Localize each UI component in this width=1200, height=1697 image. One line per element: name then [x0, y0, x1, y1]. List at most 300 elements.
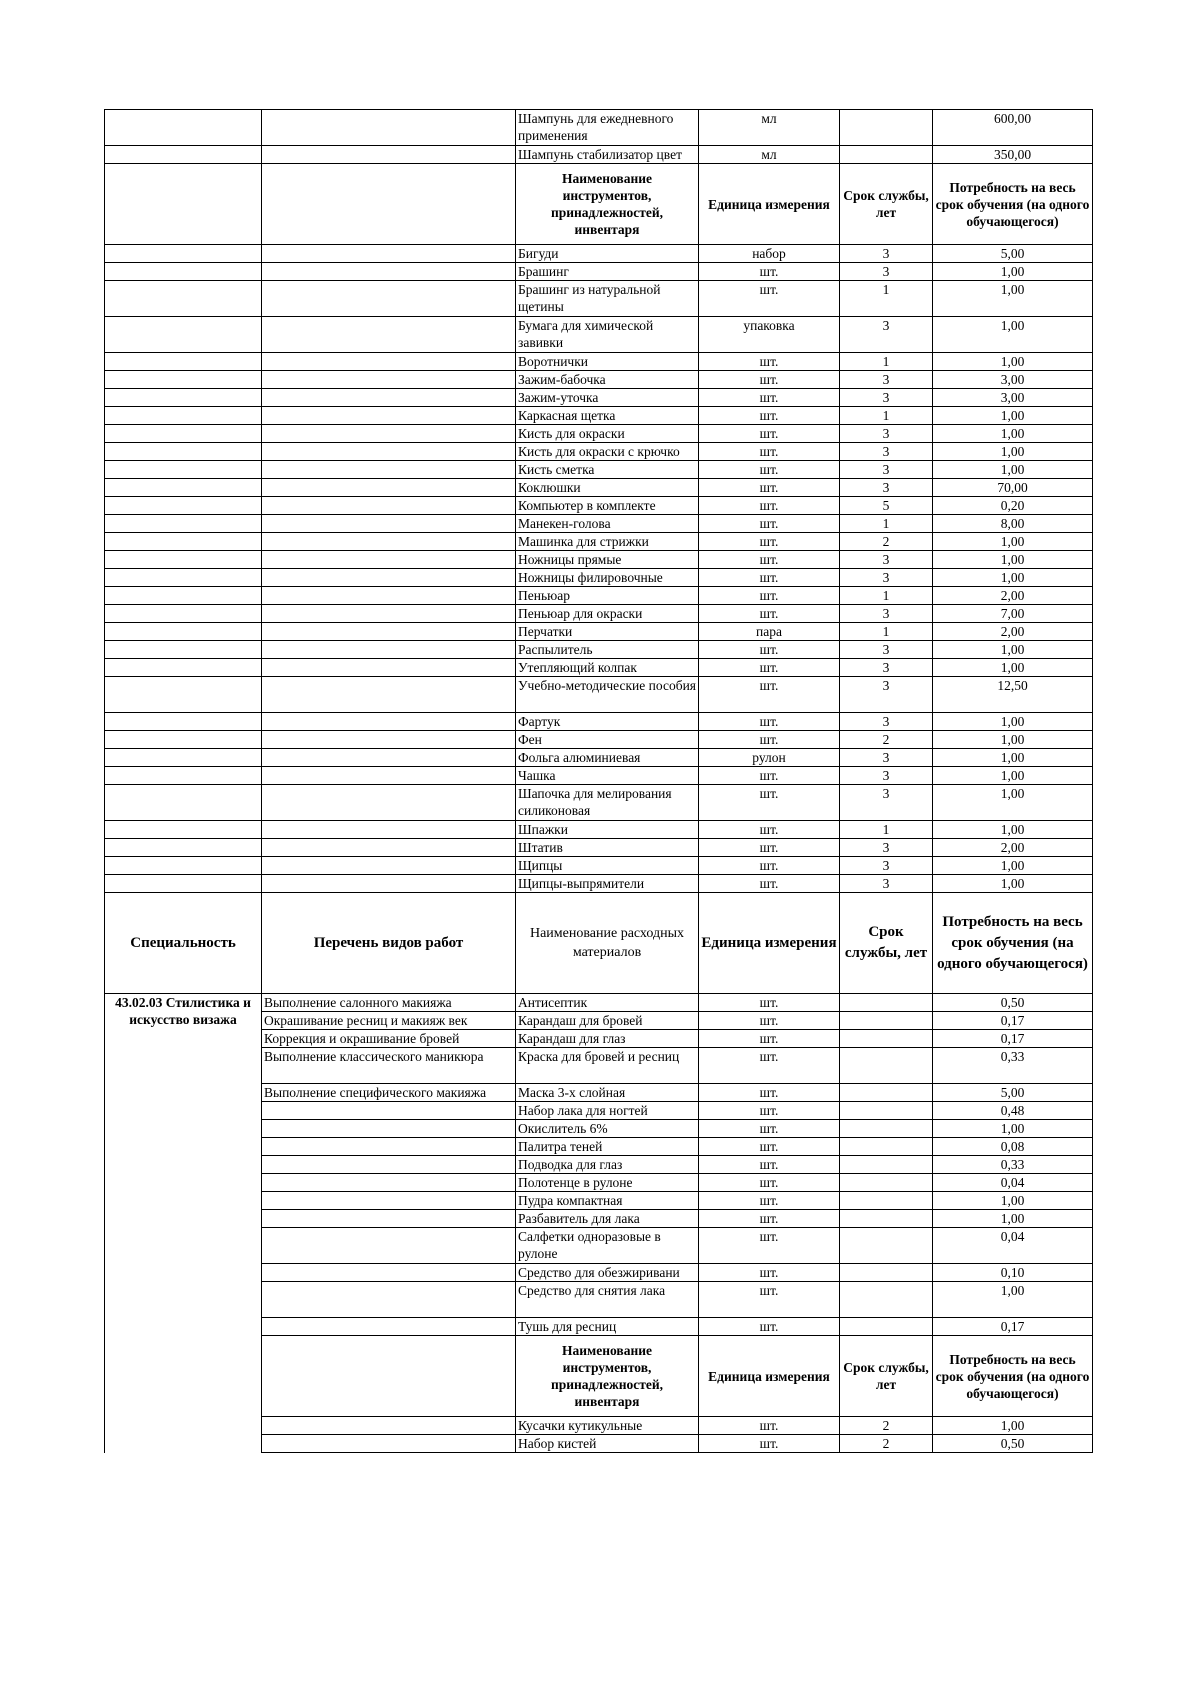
work-type-cell — [262, 281, 516, 317]
need-cell: 1,00 — [933, 641, 1093, 659]
specialty-cell — [105, 497, 262, 515]
need-cell: 3,00 — [933, 371, 1093, 389]
work-type-cell — [262, 317, 516, 353]
table-row — [105, 146, 1093, 164]
service-life-cell — [840, 994, 933, 1012]
work-type-cell — [262, 461, 516, 479]
service-life-cell: 3 — [840, 389, 933, 407]
header-need: Потребность на весь срок обучения (на одного обучающегося) — [933, 893, 1093, 994]
specialty-cell — [105, 875, 262, 893]
item-name-cell: Бумага для химической завивки — [516, 317, 699, 353]
work-type-cell: Выполнение специфического макияжа — [262, 1084, 516, 1102]
unit-cell: шт. — [699, 1138, 840, 1156]
work-type-cell — [262, 245, 516, 263]
unit-cell: шт. — [699, 1120, 840, 1138]
work-type-cell — [262, 389, 516, 407]
specialty-cell — [105, 263, 262, 281]
specialty-name: 43.02.03 Стилистика и искусство визажа — [105, 994, 262, 1453]
item-name-cell: Щипцы-выпрямители — [516, 875, 699, 893]
service-life-cell: 3 — [840, 479, 933, 497]
work-type-cell — [262, 110, 516, 146]
work-type-cell — [262, 605, 516, 623]
work-type-cell: Коррекция и окрашивание бровей — [262, 1030, 516, 1048]
specialty-cell — [105, 353, 262, 371]
need-cell: 0,17 — [933, 1012, 1093, 1030]
service-life-cell: 1 — [840, 821, 933, 839]
need-cell: 0,04 — [933, 1174, 1093, 1192]
item-name-cell: Коклюшки — [516, 479, 699, 497]
specialty-cell — [105, 371, 262, 389]
work-type-cell — [262, 1417, 516, 1435]
service-life-cell — [840, 110, 933, 146]
service-life-cell: 3 — [840, 641, 933, 659]
need-cell: 1,00 — [933, 713, 1093, 731]
need-cell: 0,48 — [933, 1102, 1093, 1120]
specialty-cell — [105, 551, 262, 569]
work-type-cell — [262, 659, 516, 677]
table-row — [105, 497, 1093, 515]
service-life-cell: 5 — [840, 497, 933, 515]
specialty-cell — [105, 569, 262, 587]
service-life-cell: 3 — [840, 245, 933, 263]
item-name-cell: Фольга алюминиевая — [516, 749, 699, 767]
need-cell: 1,00 — [933, 407, 1093, 425]
table-row — [105, 839, 1093, 857]
unit-cell: шт. — [699, 1282, 840, 1318]
service-life-cell — [840, 1174, 933, 1192]
service-life-cell: 3 — [840, 767, 933, 785]
specialty-cell — [105, 317, 262, 353]
tools-header-row — [105, 164, 1093, 245]
work-type-cell — [262, 641, 516, 659]
service-life-cell — [840, 1192, 933, 1210]
specialty-cell — [105, 731, 262, 749]
specialty-cell — [105, 407, 262, 425]
item-name-cell: Шампунь стабилизатор цвет — [516, 146, 699, 164]
service-life-cell — [840, 1012, 933, 1030]
unit-cell: шт. — [699, 994, 840, 1012]
specialty-cell — [105, 605, 262, 623]
work-type-cell — [262, 353, 516, 371]
need-cell: 1,00 — [933, 821, 1093, 839]
need-cell: 1,00 — [933, 767, 1093, 785]
unit-cell: шт. — [699, 497, 840, 515]
unit-cell: шт. — [699, 1417, 840, 1435]
header-need: Потребность на весь срок обучения (на одного обучающегося) — [933, 1336, 1093, 1417]
need-cell: 350,00 — [933, 146, 1093, 164]
unit-cell: шт. — [699, 443, 840, 461]
work-type-cell — [262, 497, 516, 515]
need-cell: 0,50 — [933, 1435, 1093, 1453]
table-row — [105, 677, 1093, 713]
need-cell: 1,00 — [933, 731, 1093, 749]
work-type-cell — [262, 407, 516, 425]
item-name-cell: Окислитель 6% — [516, 1120, 699, 1138]
item-name-cell: Брашинг из натуральной щетины — [516, 281, 699, 317]
work-type-cell — [262, 731, 516, 749]
unit-cell: шт. — [699, 839, 840, 857]
table-row — [105, 659, 1093, 677]
work-type-cell — [262, 785, 516, 821]
service-life-cell: 3 — [840, 605, 933, 623]
work-type-cell — [262, 1318, 516, 1336]
table-row — [105, 785, 1093, 821]
item-name-cell: Краска для бровей и ресниц — [516, 1048, 699, 1084]
need-cell: 600,00 — [933, 110, 1093, 146]
work-type-cell — [262, 1210, 516, 1228]
need-cell: 1,00 — [933, 749, 1093, 767]
work-type-cell — [262, 749, 516, 767]
specialty-cell — [105, 857, 262, 875]
service-life-cell — [840, 146, 933, 164]
table-row — [105, 479, 1093, 497]
unit-cell: шт. — [699, 731, 840, 749]
table-body — [105, 110, 1093, 1453]
service-life-cell: 3 — [840, 875, 933, 893]
work-type-cell — [262, 263, 516, 281]
unit-cell: шт. — [699, 875, 840, 893]
need-cell: 0,17 — [933, 1030, 1093, 1048]
unit-cell: шт. — [699, 587, 840, 605]
need-cell: 7,00 — [933, 605, 1093, 623]
specialty-cell — [105, 515, 262, 533]
unit-cell: шт. — [699, 551, 840, 569]
service-life-cell: 3 — [840, 785, 933, 821]
unit-cell: шт. — [699, 1012, 840, 1030]
unit-cell: рулон — [699, 749, 840, 767]
specialty-cell — [105, 389, 262, 407]
need-cell: 1,00 — [933, 443, 1093, 461]
service-life-cell — [840, 1048, 933, 1084]
item-name-cell: Палитра теней — [516, 1138, 699, 1156]
work-type-cell — [262, 515, 516, 533]
service-life-cell: 1 — [840, 281, 933, 317]
work-type-cell — [262, 821, 516, 839]
table-row — [105, 245, 1093, 263]
work-type-cell — [262, 533, 516, 551]
main-header-row — [105, 893, 1093, 994]
service-life-cell: 3 — [840, 839, 933, 857]
need-cell: 1,00 — [933, 1282, 1093, 1318]
work-type-cell — [262, 1156, 516, 1174]
need-cell: 2,00 — [933, 839, 1093, 857]
work-type-cell — [262, 587, 516, 605]
item-name-cell: Антисептик — [516, 994, 699, 1012]
unit-cell: шт. — [699, 1084, 840, 1102]
unit-cell: шт. — [699, 407, 840, 425]
specialty-cell — [105, 110, 262, 146]
item-name-cell: Салфетки одноразовые в рулоне — [516, 1228, 699, 1264]
item-name-cell: Зажим-уточка — [516, 389, 699, 407]
unit-cell: упаковка — [699, 317, 840, 353]
work-type-cell — [262, 1228, 516, 1264]
service-life-cell — [840, 1102, 933, 1120]
unit-cell: шт. — [699, 1174, 840, 1192]
need-cell: 0,04 — [933, 1228, 1093, 1264]
item-name-cell: Полотенце в рулоне — [516, 1174, 699, 1192]
service-life-cell: 1 — [840, 407, 933, 425]
specialty-cell — [105, 479, 262, 497]
item-name-cell: Кусачки кутикульные — [516, 1417, 699, 1435]
need-cell: 1,00 — [933, 1210, 1093, 1228]
unit-cell: набор — [699, 245, 840, 263]
unit-cell: шт. — [699, 1228, 840, 1264]
work-type-cell — [262, 1336, 516, 1417]
item-name-cell: Пеньюар — [516, 587, 699, 605]
service-life-cell: 1 — [840, 623, 933, 641]
header-service-life: Срок службы, лет — [840, 893, 933, 994]
specialty-cell — [105, 443, 262, 461]
item-name-cell: Карандаш для глаз — [516, 1030, 699, 1048]
service-life-cell: 3 — [840, 263, 933, 281]
specialty-cell — [105, 281, 262, 317]
specialty-cell — [105, 146, 262, 164]
unit-cell: шт. — [699, 641, 840, 659]
need-cell: 1,00 — [933, 1417, 1093, 1435]
unit-cell: шт. — [699, 1030, 840, 1048]
service-life-cell: 3 — [840, 749, 933, 767]
service-life-cell — [840, 1138, 933, 1156]
header-unit: Единица измерения — [699, 1336, 840, 1417]
need-cell: 1,00 — [933, 659, 1093, 677]
item-name-cell: Маска 3-х слойная — [516, 1084, 699, 1102]
unit-cell: шт. — [699, 713, 840, 731]
header-unit: Единица измерения — [699, 893, 840, 994]
table-row — [105, 623, 1093, 641]
specialty-cell — [105, 677, 262, 713]
work-type-cell — [262, 1282, 516, 1318]
item-name-cell: Чашка — [516, 767, 699, 785]
table-row — [105, 110, 1093, 146]
item-name-cell: Шпажки — [516, 821, 699, 839]
table-row — [105, 731, 1093, 749]
work-type-cell — [262, 1192, 516, 1210]
unit-cell: шт. — [699, 1264, 840, 1282]
need-cell: 0,17 — [933, 1318, 1093, 1336]
item-name-cell: Щипцы — [516, 857, 699, 875]
item-name-cell: Пудра компактная — [516, 1192, 699, 1210]
work-type-cell — [262, 164, 516, 245]
need-cell: 8,00 — [933, 515, 1093, 533]
need-cell: 1,00 — [933, 875, 1093, 893]
table-row — [105, 371, 1093, 389]
need-cell: 1,00 — [933, 1120, 1093, 1138]
item-name-cell: Утепляющий колпак — [516, 659, 699, 677]
work-type-cell — [262, 1102, 516, 1120]
table-row — [105, 515, 1093, 533]
table-row — [105, 317, 1093, 353]
item-name-cell: Компьютер в комплекте — [516, 497, 699, 515]
header-item-name: Наименование инструментов, принадлежностей, инвентаря — [516, 1336, 699, 1417]
item-name-cell: Учебно-методические пособия — [516, 677, 699, 713]
service-life-cell — [840, 1084, 933, 1102]
need-cell: 70,00 — [933, 479, 1093, 497]
specialty-cell — [105, 641, 262, 659]
service-life-cell: 2 — [840, 1435, 933, 1453]
table-row — [105, 857, 1093, 875]
need-cell: 1,00 — [933, 317, 1093, 353]
need-cell: 12,50 — [933, 677, 1093, 713]
need-cell: 1,00 — [933, 533, 1093, 551]
work-type-cell — [262, 551, 516, 569]
item-name-cell: Шапочка для мелирования силиконовая — [516, 785, 699, 821]
service-life-cell — [840, 1228, 933, 1264]
service-life-cell — [840, 1318, 933, 1336]
specialty-cell — [105, 839, 262, 857]
service-life-cell — [840, 1210, 933, 1228]
unit-cell: шт. — [699, 389, 840, 407]
work-type-cell — [262, 146, 516, 164]
table-row — [105, 407, 1093, 425]
header-materials-name: Наименование расходных материалов — [516, 893, 699, 994]
table-row — [105, 551, 1093, 569]
work-type-cell — [262, 623, 516, 641]
item-name-cell: Каркасная щетка — [516, 407, 699, 425]
need-cell: 3,00 — [933, 389, 1093, 407]
need-cell: 5,00 — [933, 245, 1093, 263]
unit-cell: шт. — [699, 263, 840, 281]
service-life-cell: 1 — [840, 515, 933, 533]
specialty-cell — [105, 623, 262, 641]
unit-cell: шт. — [699, 857, 840, 875]
table-row — [105, 587, 1093, 605]
unit-cell: шт. — [699, 479, 840, 497]
header-need: Потребность на весь срок обучения (на одного обучающегося) — [933, 164, 1093, 245]
work-type-cell: Выполнение салонного макияжа — [262, 994, 516, 1012]
item-name-cell: Карандаш для бровей — [516, 1012, 699, 1030]
work-type-cell — [262, 479, 516, 497]
need-cell: 0,33 — [933, 1156, 1093, 1174]
unit-cell: шт. — [699, 569, 840, 587]
unit-cell: шт. — [699, 767, 840, 785]
item-name-cell: Фен — [516, 731, 699, 749]
unit-cell: шт. — [699, 1318, 840, 1336]
service-life-cell: 1 — [840, 353, 933, 371]
item-name-cell: Воротнички — [516, 353, 699, 371]
service-life-cell: 3 — [840, 317, 933, 353]
item-name-cell: Кисть для окраски — [516, 425, 699, 443]
item-name-cell: Бигуди — [516, 245, 699, 263]
need-cell: 1,00 — [933, 425, 1093, 443]
item-name-cell: Брашинг — [516, 263, 699, 281]
unit-cell: шт. — [699, 1102, 840, 1120]
unit-cell: шт. — [699, 281, 840, 317]
work-type-cell: Выполнение классического маникюра — [262, 1048, 516, 1084]
need-cell: 0,33 — [933, 1048, 1093, 1084]
service-life-cell: 1 — [840, 587, 933, 605]
item-name-cell: Подводка для глаз — [516, 1156, 699, 1174]
need-cell: 0,08 — [933, 1138, 1093, 1156]
work-type-cell — [262, 1435, 516, 1453]
item-name-cell: Шампунь для ежедневного применения — [516, 110, 699, 146]
work-type-cell — [262, 713, 516, 731]
specialty-cell — [105, 749, 262, 767]
need-cell: 1,00 — [933, 1192, 1093, 1210]
item-name-cell: Штатив — [516, 839, 699, 857]
table-row — [105, 767, 1093, 785]
table-row — [105, 605, 1093, 623]
table-row — [105, 425, 1093, 443]
work-type-cell — [262, 371, 516, 389]
service-life-cell: 3 — [840, 425, 933, 443]
work-type-cell — [262, 767, 516, 785]
unit-cell: шт. — [699, 659, 840, 677]
specialty-cell — [105, 164, 262, 245]
table-row — [105, 533, 1093, 551]
header-item-name: Наименование инструментов, принадлежностей, инвентаря — [516, 164, 699, 245]
work-type-cell — [262, 839, 516, 857]
work-type-cell — [262, 1264, 516, 1282]
need-cell: 0,50 — [933, 994, 1093, 1012]
work-type-cell — [262, 1120, 516, 1138]
table-row — [105, 875, 1093, 893]
service-life-cell: 3 — [840, 371, 933, 389]
service-life-cell — [840, 1156, 933, 1174]
header-service-life: Срок службы, лет — [840, 1336, 933, 1417]
item-name-cell: Набор кистей — [516, 1435, 699, 1453]
unit-cell: шт. — [699, 821, 840, 839]
service-life-cell: 2 — [840, 1417, 933, 1435]
specialty-cell — [105, 461, 262, 479]
work-type-cell: Окрашивание ресниц и макияж век — [262, 1012, 516, 1030]
unit-cell: шт. — [699, 677, 840, 713]
need-cell: 1,00 — [933, 353, 1093, 371]
need-cell: 5,00 — [933, 1084, 1093, 1102]
unit-cell: шт. — [699, 425, 840, 443]
specialty-cell — [105, 587, 262, 605]
header-unit: Единица измерения — [699, 164, 840, 245]
specialty-cell — [105, 713, 262, 731]
header-service-life: Срок службы, лет — [840, 164, 933, 245]
item-name-cell: Разбавитель для лака — [516, 1210, 699, 1228]
item-name-cell: Кисть для окраски с крючко — [516, 443, 699, 461]
table-row — [105, 641, 1093, 659]
work-type-cell — [262, 857, 516, 875]
need-cell: 0,20 — [933, 497, 1093, 515]
item-name-cell: Манекен-голова — [516, 515, 699, 533]
need-cell: 1,00 — [933, 551, 1093, 569]
table-row — [105, 749, 1093, 767]
table-row — [105, 443, 1093, 461]
table-row — [105, 821, 1093, 839]
service-life-cell: 3 — [840, 677, 933, 713]
service-life-cell: 2 — [840, 533, 933, 551]
specialty-cell — [105, 659, 262, 677]
need-cell: 0,10 — [933, 1264, 1093, 1282]
unit-cell: шт. — [699, 371, 840, 389]
specialty-cell — [105, 785, 262, 821]
specialty-cell — [105, 821, 262, 839]
need-cell: 2,00 — [933, 623, 1093, 641]
header-work-types: Перечень видов работ — [262, 893, 516, 994]
service-life-cell: 3 — [840, 569, 933, 587]
need-cell: 1,00 — [933, 461, 1093, 479]
unit-cell: шт. — [699, 353, 840, 371]
item-name-cell: Ножницы филировочные — [516, 569, 699, 587]
need-cell: 1,00 — [933, 281, 1093, 317]
unit-cell: шт. — [699, 533, 840, 551]
table-row — [105, 569, 1093, 587]
service-life-cell: 3 — [840, 713, 933, 731]
work-type-cell — [262, 425, 516, 443]
equipment-table — [104, 109, 1093, 1453]
table-row — [105, 389, 1093, 407]
need-cell: 2,00 — [933, 587, 1093, 605]
item-name-cell: Зажим-бабочка — [516, 371, 699, 389]
table-row — [105, 994, 1093, 1012]
unit-cell: шт. — [699, 515, 840, 533]
unit-cell: шт. — [699, 1048, 840, 1084]
